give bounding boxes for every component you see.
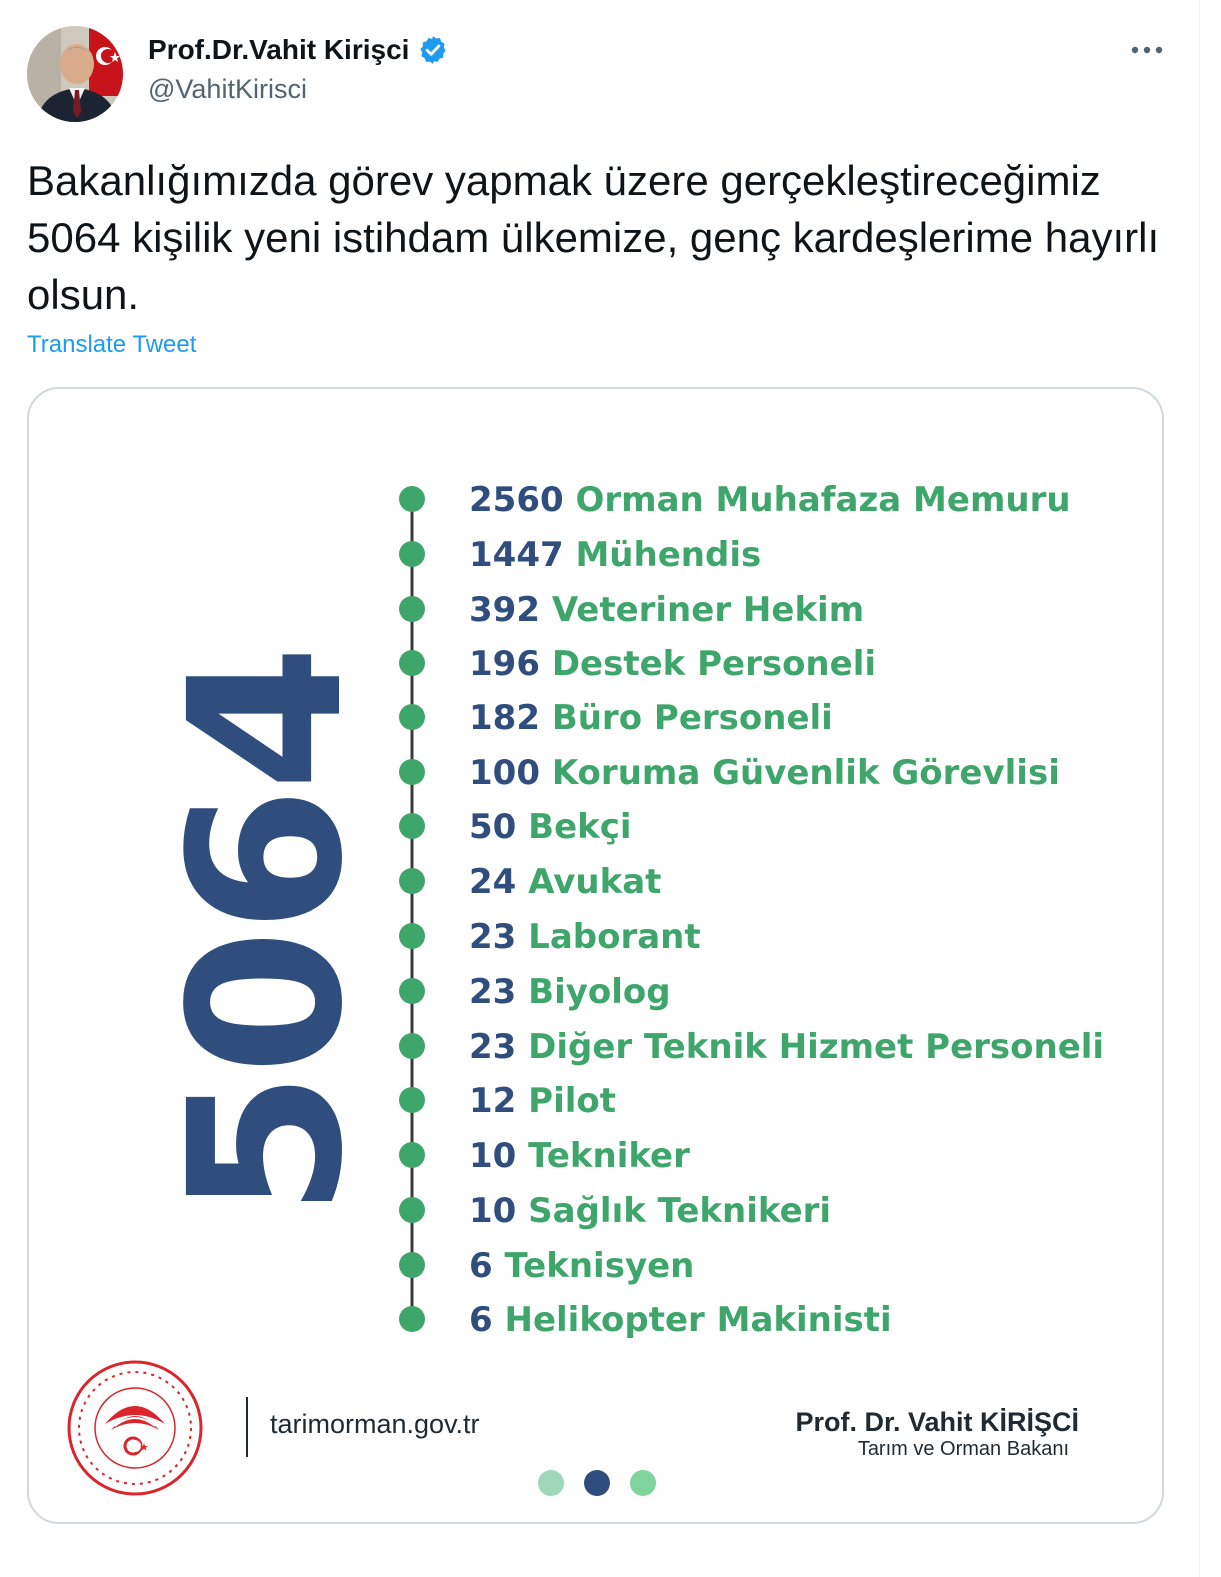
timeline-dot xyxy=(399,541,425,567)
position-row xyxy=(399,1081,616,1121)
position-row xyxy=(399,1027,1104,1067)
timeline-dot xyxy=(399,923,425,949)
timeline-dot xyxy=(399,1142,425,1168)
position-text xyxy=(469,1191,831,1231)
timeline-dot xyxy=(399,596,425,622)
position-text xyxy=(469,590,864,630)
position-text xyxy=(469,1136,690,1176)
position-count: 2560 xyxy=(469,480,576,520)
minister-name: Prof. Dr. Vahit KİRİŞCİ xyxy=(795,1407,1079,1437)
position-text xyxy=(469,807,632,847)
position-label: Koruma Güvenlik Görevlisi xyxy=(551,753,1060,793)
position-text xyxy=(469,972,671,1012)
position-count: 24 xyxy=(469,862,529,902)
timeline-dot xyxy=(399,813,425,839)
position-row xyxy=(399,644,876,684)
position-row xyxy=(399,535,761,575)
position-list xyxy=(399,480,1104,1340)
position-label: Diğer Teknik Hizmet Personeli xyxy=(528,1027,1105,1067)
position-text xyxy=(469,1246,694,1286)
timeline-dot xyxy=(399,1197,425,1223)
position-label: Bekçi xyxy=(528,807,632,847)
position-row xyxy=(399,972,671,1012)
author-name[interactable]: Prof.Dr.Vahit Kirişci xyxy=(148,34,410,65)
tweet-media-card[interactable] xyxy=(27,387,1164,1524)
position-label: Biyolog xyxy=(528,972,671,1012)
position-row xyxy=(399,862,661,902)
position-text xyxy=(469,1081,616,1121)
position-row xyxy=(399,480,1071,520)
position-row xyxy=(399,1300,892,1340)
position-count: 12 xyxy=(469,1081,529,1121)
position-count: 1447 xyxy=(469,535,576,575)
tweet-text: Bakanlığımızda görev yapmak üzere gerçekleştireceğimiz 5064 kişilik yeni istihdam ülkemize, genç kardeşlerime hayırlı olsun. xyxy=(27,157,1160,318)
position-row xyxy=(399,753,1060,793)
carousel-dot-active[interactable] xyxy=(584,1470,610,1496)
position-count: 23 xyxy=(469,972,529,1012)
position-count: 6 xyxy=(469,1246,505,1286)
position-row xyxy=(399,1246,694,1286)
carousel-pagination[interactable] xyxy=(538,1470,656,1496)
position-count: 10 xyxy=(469,1191,529,1231)
timeline-dot xyxy=(399,868,425,894)
position-row xyxy=(399,917,701,957)
ministry-seal xyxy=(69,1362,201,1494)
position-count: 23 xyxy=(469,917,529,957)
carousel-dot[interactable] xyxy=(630,1470,656,1496)
infographic-image xyxy=(29,389,1162,1522)
position-text xyxy=(469,698,833,738)
position-count: 392 xyxy=(469,590,552,630)
timeline-dot xyxy=(399,1252,425,1278)
position-text xyxy=(469,535,761,575)
position-text xyxy=(469,917,701,957)
position-row xyxy=(399,590,864,630)
timeline-dot xyxy=(399,704,425,730)
position-row xyxy=(399,698,833,738)
translate-tweet-link[interactable]: Translate Tweet xyxy=(27,331,197,358)
position-count: 23 xyxy=(469,1027,529,1067)
total-number: 5064 xyxy=(144,648,389,1218)
position-label: Veteriner Hekim xyxy=(551,590,865,630)
position-text xyxy=(469,644,876,684)
position-text xyxy=(469,862,661,902)
position-count: 6 xyxy=(469,1300,505,1340)
position-label: Büro Personeli xyxy=(551,698,833,738)
position-label: Helikopter Makinisti xyxy=(504,1300,892,1340)
more-options-button[interactable] xyxy=(1127,34,1167,66)
timeline-dot xyxy=(399,1033,425,1059)
website-url: tarimorman.gov.tr xyxy=(270,1409,480,1439)
author-handle[interactable]: @VahitKirisci xyxy=(148,74,307,104)
timeline-dot xyxy=(399,486,425,512)
position-count: 50 xyxy=(469,807,529,847)
position-text xyxy=(469,753,1060,793)
timeline-dot xyxy=(399,1087,425,1113)
timeline-dot xyxy=(399,759,425,785)
position-count: 100 xyxy=(469,753,552,793)
position-row xyxy=(399,807,632,847)
position-row xyxy=(399,1136,690,1176)
author-avatar[interactable] xyxy=(27,26,123,122)
position-row xyxy=(399,1191,831,1231)
position-label: Orman Muhafaza Memuru xyxy=(575,480,1071,520)
carousel-dot[interactable] xyxy=(538,1470,564,1496)
position-label: Teknisyen xyxy=(504,1246,695,1286)
position-text xyxy=(469,1027,1104,1067)
position-text xyxy=(469,480,1071,520)
verified-badge-icon xyxy=(417,34,449,66)
position-label: Avukat xyxy=(528,862,662,902)
timeline-dot xyxy=(399,978,425,1004)
position-text xyxy=(469,1300,892,1340)
position-count: 10 xyxy=(469,1136,529,1176)
position-count: 196 xyxy=(469,644,552,684)
more-options-icon xyxy=(1131,46,1163,54)
position-label: Laborant xyxy=(528,917,701,957)
position-count: 182 xyxy=(469,698,552,738)
position-label: Destek Personeli xyxy=(551,644,877,684)
position-label: Tekniker xyxy=(528,1136,690,1176)
timeline-dot xyxy=(399,650,425,676)
position-label: Pilot xyxy=(528,1081,616,1121)
position-label: Mühendis xyxy=(575,535,762,575)
timeline-dot xyxy=(399,1306,425,1332)
timeline-divider xyxy=(1199,0,1200,1577)
position-label: Sağlık Teknikeri xyxy=(528,1191,832,1231)
minister-title: Tarım ve Orman Bakanı xyxy=(857,1438,1069,1460)
